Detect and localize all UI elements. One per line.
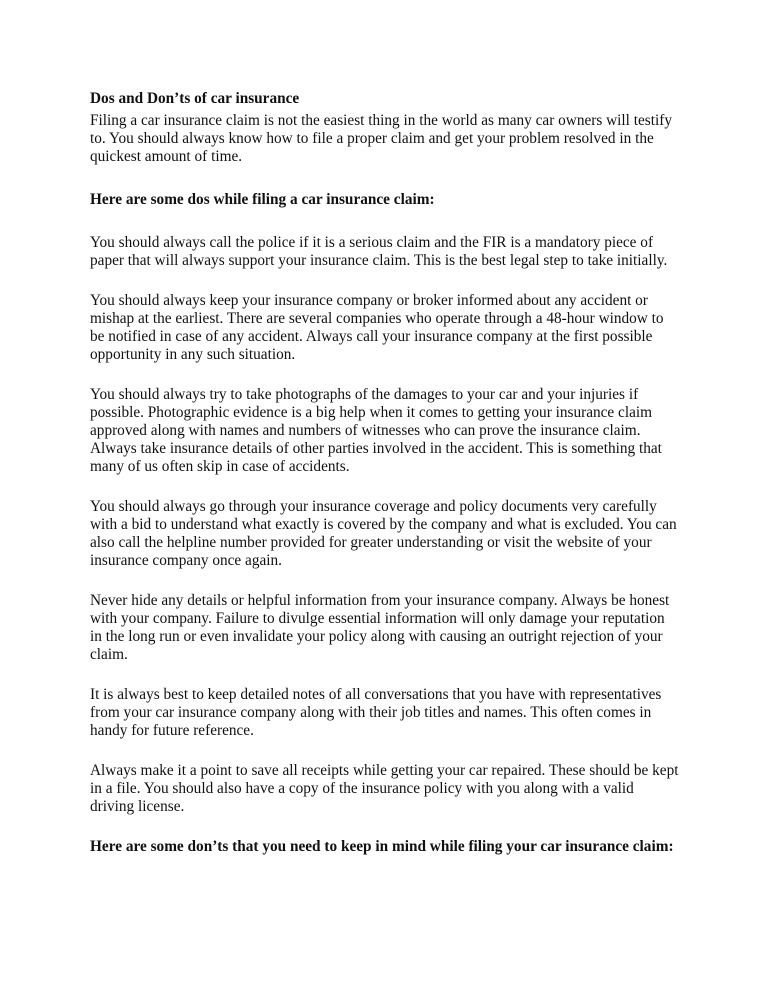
donts-heading: Here are some don’ts that you need to keep in mind while filing your car insurance claim: [90,838,674,855]
document-body [90,90,680,878]
dos-heading: Here are some dos while filing a car insurance claim: [90,191,435,208]
paragraph-coverage: You should always go through your insurance coverage and policy documents very carefully with a bid to understand what exactly is covered by the company and what is excluded. You can also call the helpline number provided for greater understanding or visit the website of your insurance company once again. [90,498,677,569]
paragraph-police: You should always call the police if it is a serious claim and the FIR is a mandatory piece of paper that will always support your insurance claim. This is the best legal step to take initially. [90,234,668,269]
paragraph-honesty: Never hide any details or helpful information from your insurance company. Always be honest with your company. Failure to divulge essential information will only damage your reputation in the long run or even invalidate your policy along with causing an outright rejection of your claim. [90,592,670,663]
intro-paragraph: Filing a car insurance claim is not the easiest thing in the world as many car owners will testify to. You should always know how to file a proper claim and get your problem resolved in the quickest amount of time. [90,112,672,165]
paragraph-receipts: Always make it a point to save all receipts while getting your car repaired. These should be kept in a file. You should also have a copy of the insurance policy with you along with a valid driving license. [90,762,679,815]
document-title: Dos and Don’ts of car insurance [90,90,300,107]
paragraph-inform-company: You should always keep your insurance company or broker informed about any accident or mishap at the earliest. There are several companies who operate through a 48-hour window to be notified in case of any accident. Always call your insurance company at the first possible opportunity in any such situation. [90,292,664,363]
paragraph-notes: It is always best to keep detailed notes of all conversations that you have with representatives from your car insurance company along with their job titles and names. This often comes in handy for future reference. [90,686,662,739]
paragraph-photographs: You should always try to take photographs of the damages to your car and your injuries if possible. Photographic evidence is a big help when it comes to getting your insurance claim approved along with names and numbers of witnesses who can prove the insurance claim. Always take insurance details of other parties involved in the accident. This is something that many of us often skip in case of accidents. [90,386,662,475]
